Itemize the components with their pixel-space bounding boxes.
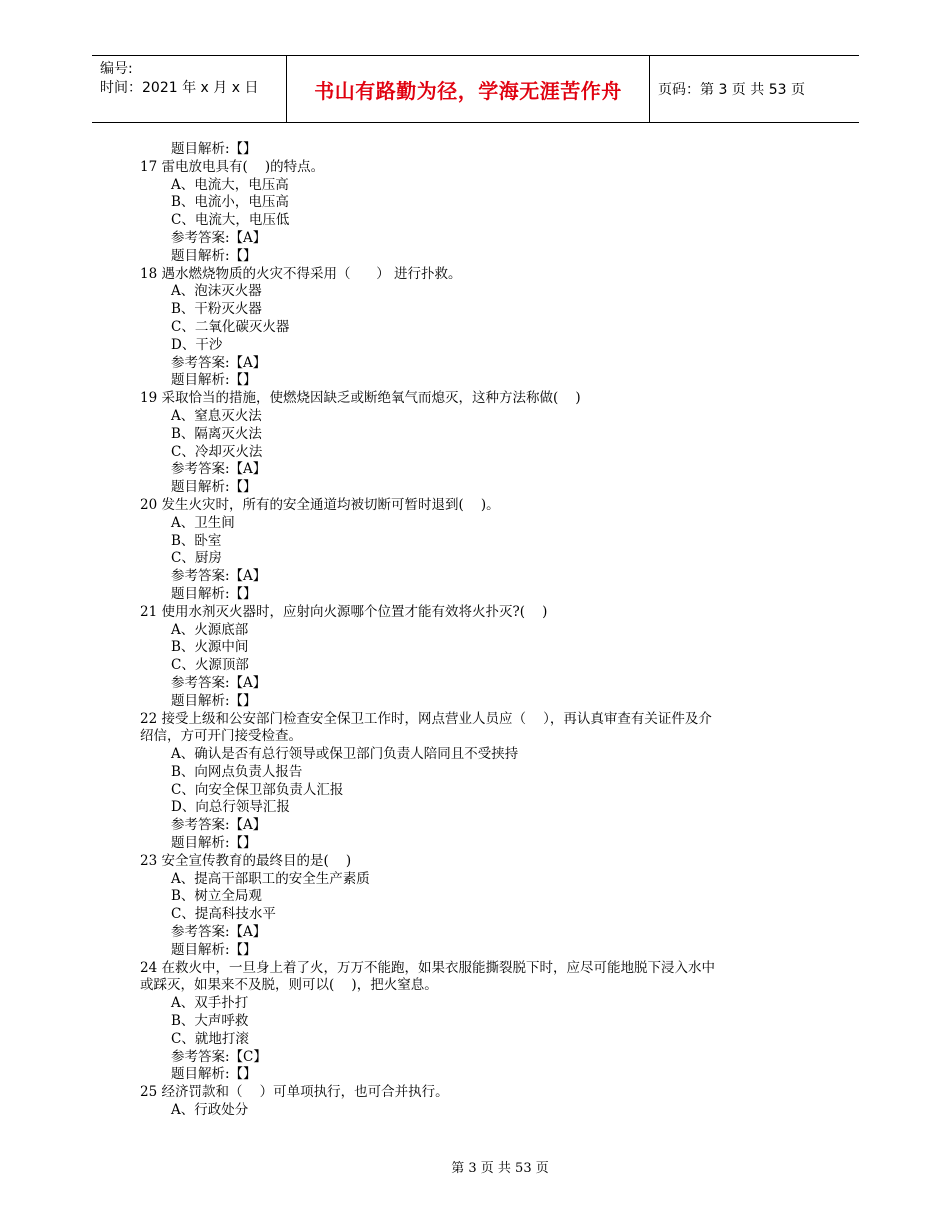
question-line: 18 遇水燃烧物质的火灾不得采用（ ） 进行扑救。 — [140, 265, 462, 282]
question-line: 绍信，方可开门接受检查。 — [140, 728, 302, 745]
header-divider — [649, 56, 650, 122]
question-detail-line: B、树立全局观 — [171, 888, 262, 905]
question-detail-line: 参考答案:【A】 — [171, 229, 267, 246]
question-detail-line: D、干沙 — [171, 336, 223, 353]
question-detail-line: A、行政处分 — [171, 1102, 249, 1119]
question-detail-line: C、厨房 — [171, 550, 222, 567]
question-line: 22 接受上级和公安部门检查安全保卫工作时，网点营业人员应（ ），再认真审查有关证件及介 — [140, 710, 712, 727]
question-detail-line: 题目解析:【】 — [171, 692, 257, 709]
question-detail-line: 题目解析:【】 — [171, 247, 257, 264]
question-detail-line: 参考答案:【A】 — [171, 674, 267, 691]
question-line: 20 发生火灾时，所有的安全通道均被切断可暂时退到( )。 — [140, 496, 500, 513]
question-detail-line: 题目解析:【】 — [171, 372, 257, 389]
question-detail-line: 参考答案:【A】 — [171, 924, 267, 941]
question-detail-line: C、冷却灭火法 — [171, 443, 263, 460]
question-detail-line: A、提高干部职工的安全生产素质 — [171, 870, 370, 887]
question-detail-line: B、电流小，电压高 — [171, 194, 289, 211]
question-detail-line: C、火源顶部 — [171, 657, 249, 674]
question-line: 17 雷电放电具有( )的特点。 — [140, 158, 325, 175]
question-detail-line: 参考答案:【A】 — [171, 461, 267, 478]
question-list — [140, 141, 820, 1120]
page-header — [92, 55, 859, 123]
question-detail-line: B、大声呼救 — [171, 1013, 249, 1030]
page-footer: 第 3 页 共 53 页 — [451, 1161, 549, 1176]
question-detail-line: C、就地打滚 — [171, 1030, 249, 1047]
question-detail-line: C、向安全保卫部负责人汇报 — [171, 781, 344, 798]
question-detail-line: C、提高科技水平 — [171, 906, 276, 923]
question-detail-line: A、电流大，电压高 — [171, 176, 289, 193]
question-detail-line: 题目解析:【】 — [171, 941, 257, 958]
question-detail-line: 题目解析:【】 — [171, 479, 257, 496]
question-line: 24 在救火中，一旦身上着了火，万万不能跑，如果衣服能撕裂脱下时，应尽可能地脱下浸入水中 — [140, 959, 715, 976]
question-detail-line: 题目解析:【】 — [171, 585, 257, 602]
header-motto: 书山有路勤为径，学海无涯苦作舟 — [314, 78, 622, 103]
question-detail-line: 参考答案:【A】 — [171, 354, 267, 371]
question-detail-line: 参考答案:【A】 — [171, 568, 267, 585]
question-detail-line: A、窒息灭火法 — [171, 407, 262, 424]
question-detail-line: B、向网点负责人报告 — [171, 763, 303, 780]
question-detail-line: A、泡沫灭火器 — [171, 283, 262, 300]
question-line: 23 安全宣传教育的最终目的是( ) — [140, 852, 352, 869]
question-line: 或踩灭，如果来不及脱，则可以( )，把火窒息。 — [140, 977, 438, 994]
question-detail-line: 参考答案:【A】 — [171, 817, 267, 834]
question-line: 25 经济罚款和（ ）可单项执行，也可合并执行。 — [140, 1084, 449, 1101]
question-detail-line: D、向总行领导汇报 — [171, 799, 290, 816]
question-detail-line: A、卫生间 — [171, 514, 235, 531]
question-detail-line: B、火源中间 — [171, 639, 249, 656]
question-detail-line: 参考答案:【C】 — [171, 1048, 267, 1065]
question-detail-line: B、隔离灭火法 — [171, 425, 262, 442]
question-detail-line: A、火源底部 — [171, 621, 249, 638]
question-detail-line: C、电流大，电压低 — [171, 212, 290, 229]
header-meta — [100, 60, 285, 98]
question-detail-line: 题目解析:【】 — [171, 835, 257, 852]
question-line: 19 采取恰当的措施，使燃烧因缺乏或断绝氧气而熄灭，这种方法称做( ) — [140, 390, 581, 407]
header-page-number: 页码：第 3 页 共 53 页 — [658, 82, 805, 98]
question-detail-line: C、二氧化碳灭火器 — [171, 318, 290, 335]
question-detail-line: A、双手扑打 — [171, 995, 249, 1012]
question-detail-line: A、确认是否有总行领导或保卫部门负责人陪同且不受挟持 — [171, 746, 519, 763]
time-label: 时间：2021 年 x 月 x 日 — [100, 80, 259, 96]
question-detail-line: B、卧室 — [171, 532, 222, 549]
question-detail-line: B、干粉灭火器 — [171, 301, 262, 318]
code-label: 编号: — [100, 61, 133, 77]
question-detail-line: 题目解析:【】 — [171, 1066, 257, 1083]
question-detail-line: 题目解析:【】 — [171, 141, 257, 157]
question-line: 21 使用水剂灭火器时，应射向火源哪个位置才能有效将火扑灭?( ) — [140, 603, 548, 620]
